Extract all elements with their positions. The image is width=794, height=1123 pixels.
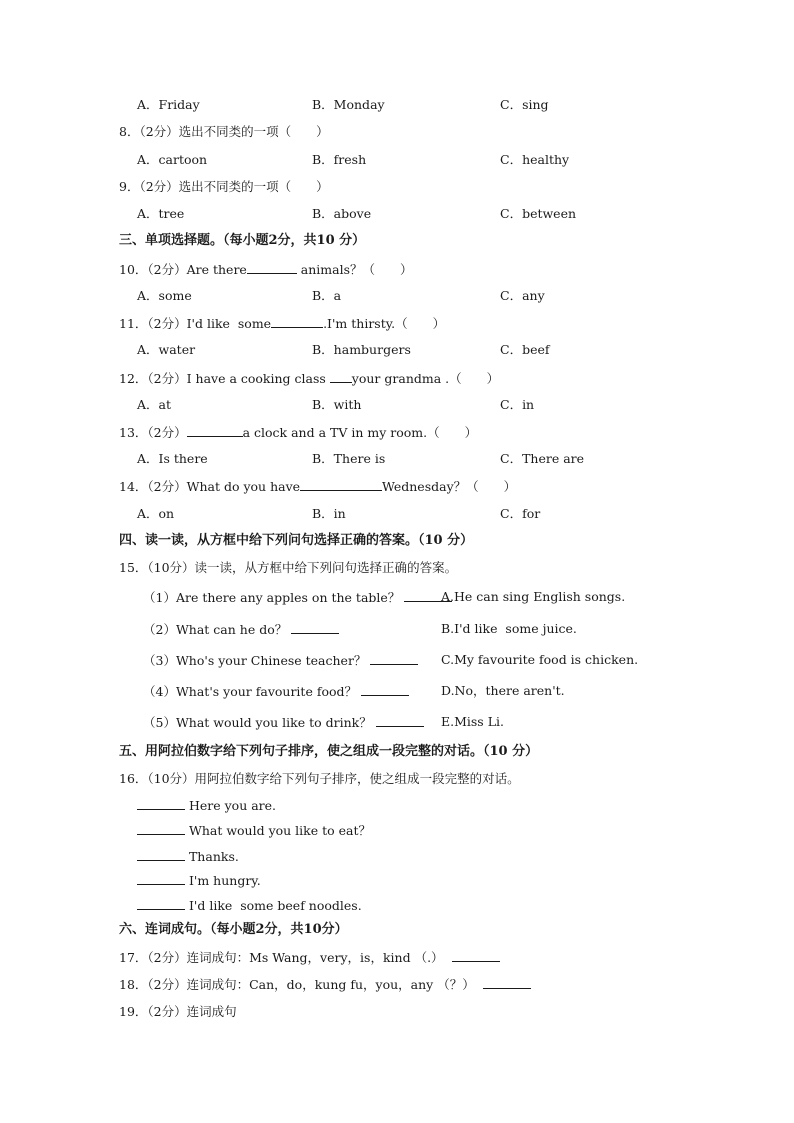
q16-stem: 16．（10分）用阿拉伯数字给下列句子排序，使之组成一段完整的对话。 bbox=[119, 771, 520, 786]
q10-option-b: B．a bbox=[312, 288, 342, 303]
q8-stem: 8．（2分）选出不同类的一项（ ） bbox=[119, 124, 329, 139]
q16-line-4: I'm hungry. bbox=[137, 872, 261, 889]
q16-line-3: Thanks. bbox=[137, 848, 239, 865]
q8-option-b: B．fresh bbox=[312, 152, 367, 167]
q15-answer-e: E.Miss Li. bbox=[441, 714, 504, 729]
q14-option-c: C．for bbox=[500, 506, 541, 521]
q8-option-c: C．healthy bbox=[500, 152, 570, 167]
q15-answer-c: C.My favourite food is chicken. bbox=[441, 652, 639, 667]
q15-answer-b: B.I'd like some juice. bbox=[441, 621, 577, 636]
section-3-heading: 三、单项选择题。（每小题2分，共10 分） bbox=[119, 233, 366, 248]
q10-stem: 10．（2分）Are there animals？（ ） bbox=[119, 262, 413, 277]
q16-blank-2[interactable] bbox=[137, 822, 185, 835]
q17-blank[interactable] bbox=[452, 949, 500, 962]
q19-stem: 19．（2分）连词成句 bbox=[119, 1004, 237, 1019]
q15-answer-a: A.He can sing English songs. bbox=[441, 589, 626, 604]
q14-stem: 14．（2分）What do you have Wednesday？（ ） bbox=[119, 479, 517, 494]
q15-blank-2[interactable] bbox=[291, 621, 339, 634]
q18-stem: 18．（2分）连词成句：Can，do，kung fu，you，any （？） bbox=[119, 976, 531, 993]
q11-stem: 11．（2分）I'd like some .I'm thirsty.（ ） bbox=[119, 316, 446, 331]
q17-stem: 17．（2分）连词成句：Ms Wang，very，is，kind （.） bbox=[119, 949, 500, 966]
q14-option-b: B．in bbox=[312, 506, 346, 521]
q18-blank[interactable] bbox=[483, 976, 531, 989]
q16-blank-1[interactable] bbox=[137, 797, 185, 810]
q13-stem: 13．（2分） a clock and a TV in my room.（ ） bbox=[119, 425, 478, 440]
q11-option-a: A．water bbox=[137, 342, 196, 357]
q15-stem: 15．（10分）读一读，从方框中给下列问句选择正确的答案。 bbox=[119, 560, 458, 575]
q15-answer-d: D.No，there aren't. bbox=[441, 683, 565, 698]
q15-blank-4[interactable] bbox=[361, 683, 409, 696]
q13-option-a: A．Is there bbox=[137, 451, 208, 466]
section-4-heading: 四、读一读，从方框中给下列问句选择正确的答案。（10 分） bbox=[119, 533, 474, 548]
q10-option-a: A．some bbox=[137, 288, 192, 303]
q16-blank-3[interactable] bbox=[137, 848, 185, 861]
q13-blank[interactable] bbox=[187, 424, 243, 437]
q16-line-2: What would you like to eat？ bbox=[137, 822, 371, 839]
q11-option-b: B．hamburgers bbox=[312, 342, 411, 357]
q12-option-a: A．at bbox=[137, 397, 172, 412]
q7-option-c: C．sing bbox=[500, 97, 549, 112]
q16-blank-4[interactable] bbox=[137, 872, 185, 885]
q11-blank[interactable] bbox=[271, 315, 323, 328]
section-6-heading: 六、连词成句。（每小题2分，共10分） bbox=[119, 922, 348, 937]
q15-question-1: （1）Are there any apples on the table？ bbox=[143, 589, 452, 606]
q12-option-c: C．in bbox=[500, 397, 535, 412]
q12-stem: 12．（2分）I have a cooking class your grandma .（ ） bbox=[119, 371, 500, 386]
q9-stem: 9．（2分）选出不同类的一项（ ） bbox=[119, 179, 329, 194]
q14-blank[interactable] bbox=[300, 478, 382, 491]
q15-blank-5[interactable] bbox=[376, 714, 424, 727]
q15-question-4: （4）What's your favourite food？ bbox=[143, 683, 409, 700]
q14-option-a: A．on bbox=[137, 506, 175, 521]
q11-option-c: C．beef bbox=[500, 342, 550, 357]
q9-option-b: B．above bbox=[312, 206, 372, 221]
q15-question-2: （2）What can he do？ bbox=[143, 621, 339, 638]
q9-option-a: A．tree bbox=[137, 206, 185, 221]
q9-option-c: C．between bbox=[500, 206, 577, 221]
q12-option-b: B．with bbox=[312, 397, 362, 412]
q13-option-b: B．There is bbox=[312, 451, 386, 466]
q15-blank-3[interactable] bbox=[370, 652, 418, 665]
q15-question-5: （5）What would you like to drink？ bbox=[143, 714, 424, 731]
q7-option-a: A．Friday bbox=[137, 97, 200, 112]
q8-option-a: A．cartoon bbox=[137, 152, 208, 167]
q7-option-b: B．Monday bbox=[312, 97, 385, 112]
q16-blank-5[interactable] bbox=[137, 897, 185, 910]
q13-option-c: C．There are bbox=[500, 451, 585, 466]
q16-line-5: I'd like some beef noodles. bbox=[137, 897, 362, 914]
q10-option-c: C．any bbox=[500, 288, 545, 303]
q10-blank[interactable] bbox=[247, 261, 297, 274]
q16-line-1: Here you are. bbox=[137, 797, 276, 814]
q12-blank[interactable] bbox=[330, 370, 352, 383]
q15-question-3: （3）Who's your Chinese teacher？ bbox=[143, 652, 418, 669]
section-5-heading: 五、用阿拉伯数字给下列句子排序，使之组成一段完整的对话。（10 分） bbox=[119, 744, 539, 759]
